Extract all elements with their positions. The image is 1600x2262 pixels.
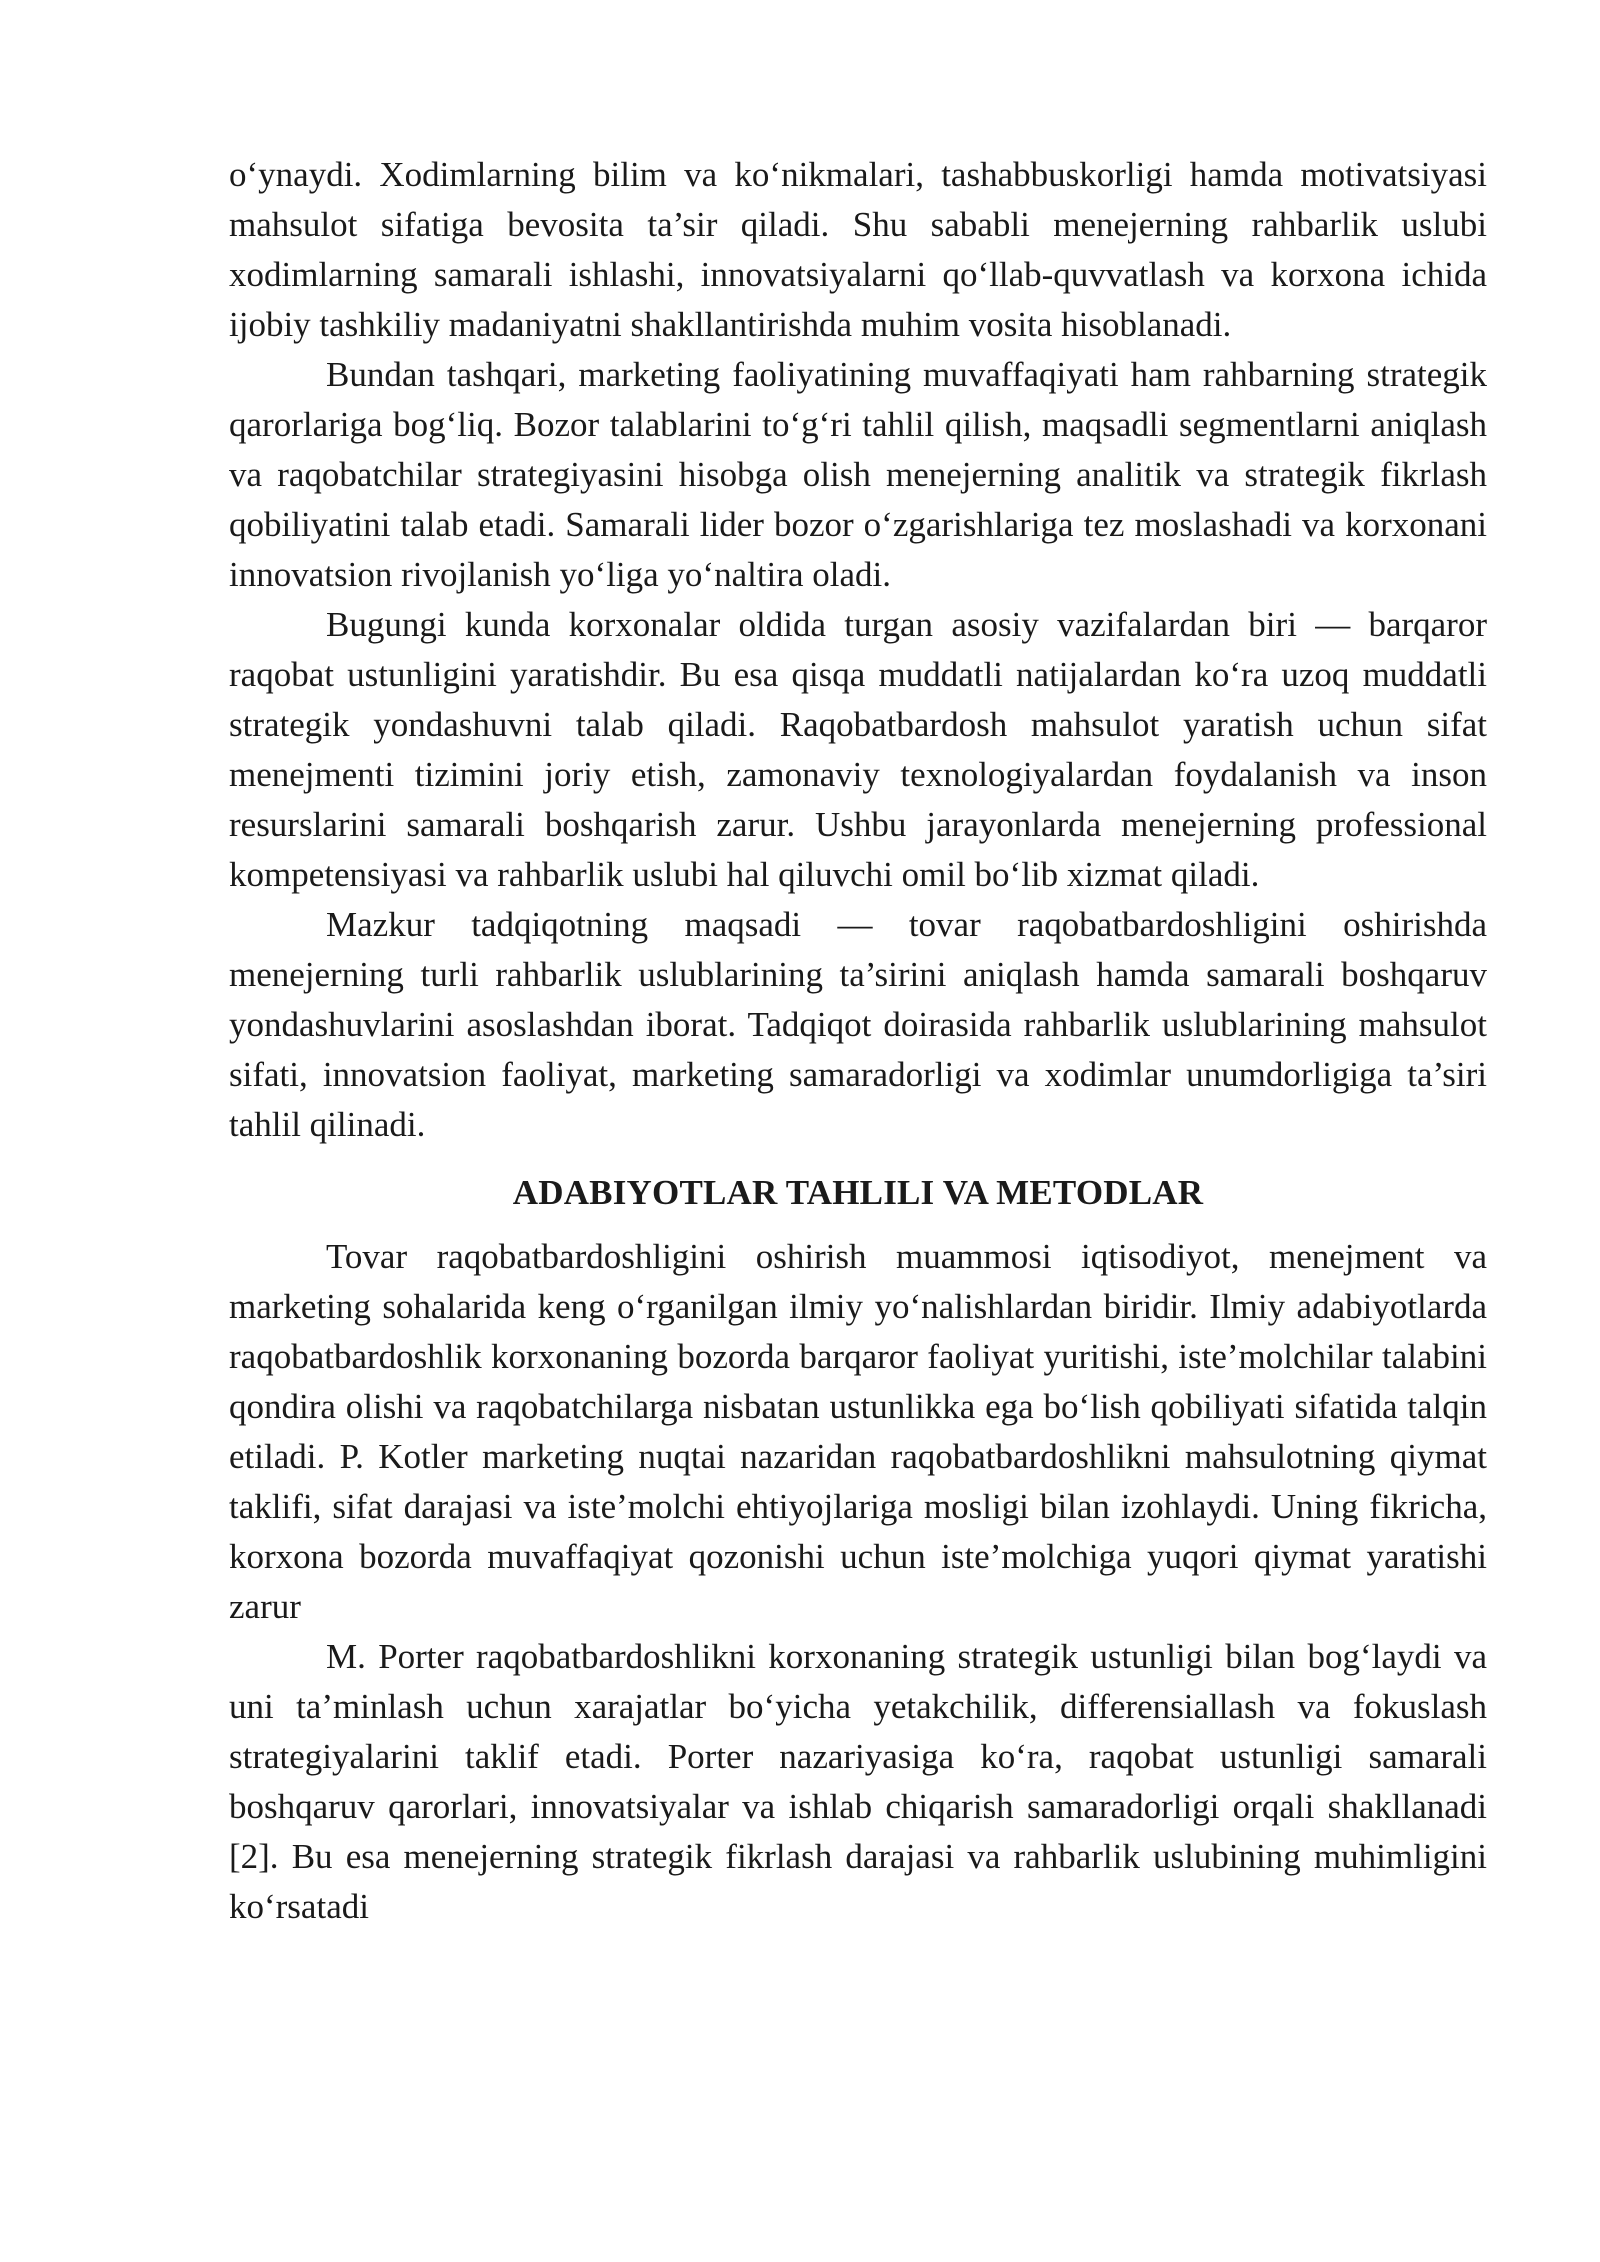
paragraph-research-aim: Mazkur tadqiqotning maqsadi — tovar raqobatbardoshligini oshirishda menejerning turli rahbarlik uslublarining ta’sirini aniqlash hamda samarali boshqaruv yondashuvlarini asoslashdan iborat. Tadqiqot doirasida rahbarlik uslublarining mahsulot sifati, innovatsion faoliyat, marketing samaradorligi va xodimlar unumdorligiga ta’siri tahlil qilinadi.	[229, 905, 1487, 1144]
paragraph-literature-kotler: Tovar raqobatbardoshligini oshirish muammosi iqtisodiyot, menejment va marketing sohalarida keng o‘rganilgan ilmiy yo‘nalishlardan biridir. Ilmiy adabiyotlarda raqobatbardoshlik korxonaning bozorda barqaror faoliyat yuritishi, iste’molchilar talabini qondira olishi va raqobatchilarga nisbatan ustunlikka ega bo‘lish qobiliyati sifatida talqin etiladi. P. Kotler marketing nuqtai nazaridan raqobatbardoshlikni mahsulotning qiymat taklifi, sifat darajasi va iste’molchi ehtiyojlariga mosligi bilan izohlaydi. Uning fikricha, korxona bozorda muvaffaqiyat qozonishi uchun iste’molchiga yuqori qiymat yaratishi zarur	[229, 1237, 1487, 1626]
section-heading: ADABIYOTLAR TAHLILI VA METODLAR	[512, 1173, 1204, 1212]
paragraph-competitive-advantage: Bugungi kunda korxonalar oldida turgan asosiy vazifalardan biri — barqaror raqobat ustunligini yaratishdir. Bu esa qisqa muddatli natijalardan ko‘ra uzoq muddatli strategik yondashuvni talab qiladi. Raqobatbardosh mahsulot yaratish uchun sifat menejmenti tizimini joriy etish, zamonaviy texnologiyalardan foydalanish va inson resurslarini samarali boshqarish zarur. Ushbu jarayonlarda menejerning professional kompetensiyasi va rahbarlik uslubi hal qiluvchi omil bo‘lib xizmat qiladi.	[229, 605, 1487, 894]
document-page	[229, 150, 1487, 1932]
paragraph-marketing-strategy: Bundan tashqari, marketing faoliyatining muvaffaqiyati ham rahbarning strategik qarorlariga bog‘liq. Bozor talablarini to‘g‘ri tahlil qilish, maqsadli segmentlarni aniqlash va raqobatchilar strategiyasini hisobga olish menejerning analitik va strategik fikrlash qobiliyatini talab etadi. Samarali lider bozor o‘zgarishlariga tez moslashadi va korxonani innovatsion rivojlanish yo‘liga yo‘naltira oladi.	[229, 355, 1487, 594]
paragraph-literature-porter: M. Porter raqobatbardoshlikni korxonaning strategik ustunligi bilan bog‘laydi va uni ta’minlash uchun xarajatlar bo‘yicha yetakchilik, differensiallash va fokuslash strategiyalarini taklif etadi. Porter nazariyasiga ko‘ra, raqobat ustunligi samarali boshqaruv qarorlari, innovatsiyalar va ishlab chiqarish samaradorligi orqali shakllanadi [2]. Bu esa menejerning strategik fikrlash darajasi va rahbarlik uslubining muhimligini ko‘rsatadi	[229, 1637, 1487, 1926]
paragraph-continuation: o‘ynaydi. Xodimlarning bilim va ko‘nikmalari, tashabbuskorligi hamda motivatsiyasi mahsulot sifatiga bevosita ta’sir qiladi. Shu sababli menejerning rahbarlik uslubi xodimlarning samarali ishlashi, innovatsiyalarni qo‘llab-quvvatlash va korxona ichida ijobiy tashkiliy madaniyatni shakllantirishda muhim vosita hisoblanadi.	[229, 155, 1487, 344]
